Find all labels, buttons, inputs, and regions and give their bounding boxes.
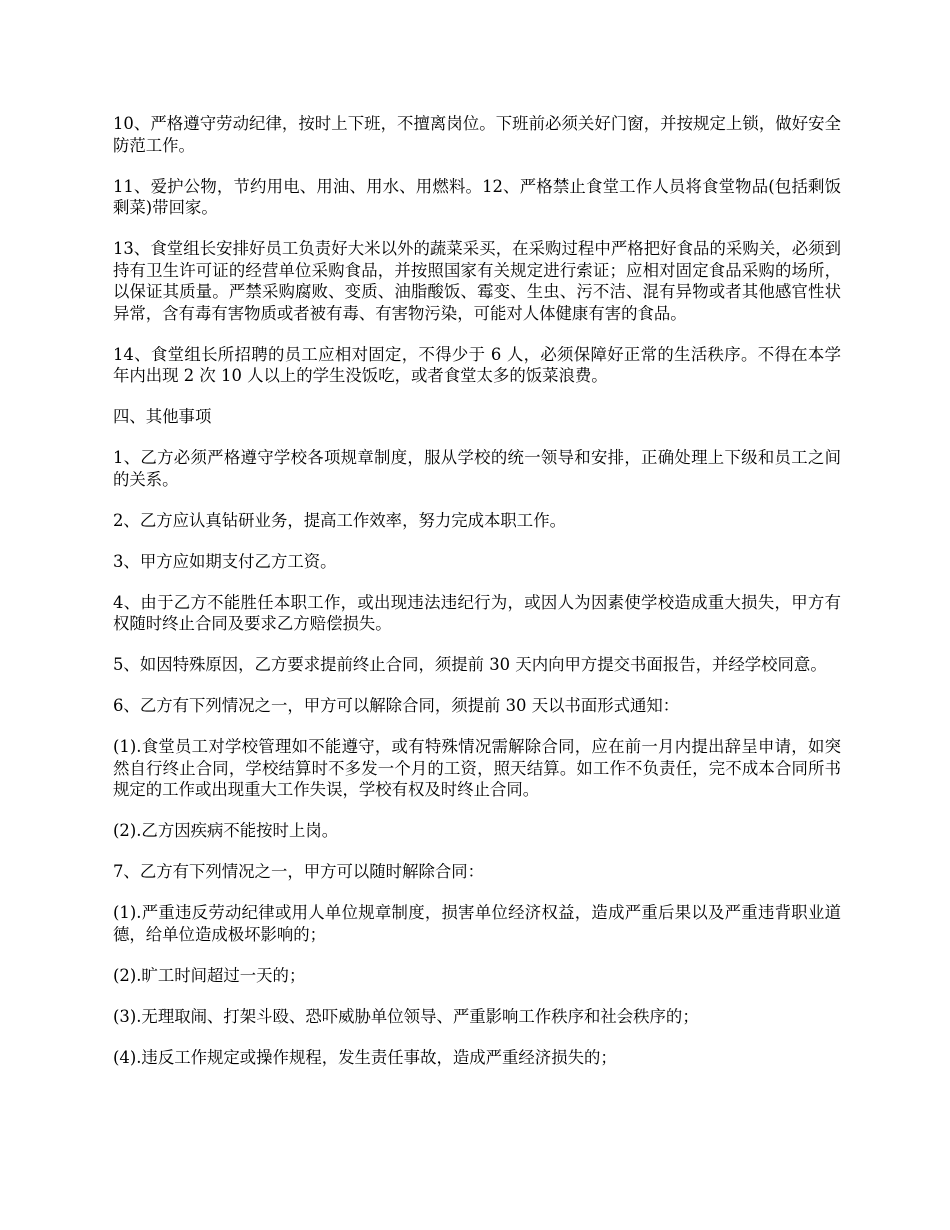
- item-7-sub-4: (4).违反工作规定或操作规程，发生责任事故，造成严重经济损失的；: [113, 1047, 617, 1067]
- item-6-sub-1: (1).食堂员工对学校管理如不能遵守，或有特殊情况需解除合同，应在前一月内提出辞呈申请，如突然自行终止合同，学校结算时不多发一个月的工资，照天结算。如工作不负责任，完不成本合同所书规定的工作或出现重大工作失误，学校有权及时终止合同。: [113, 737, 841, 799]
- item-7-sub-2: (2).旷工时间超过一天的；: [113, 965, 306, 985]
- section-heading-other-matters: 四、其他事项: [113, 407, 212, 426]
- other-item-1: 1、乙方必须严格遵守学校各项规章制度，服从学校的统一领导和安排，正确处理上下级和员工之间的关系。: [113, 448, 841, 489]
- other-item-2: 2、乙方应认真钻研业务，提高工作效率，努力完成本职工作。: [113, 510, 566, 530]
- clause-11-12: 11、爱护公物，节约用电、用油、用水、用燃料。12、严格禁止食堂工作人员将食堂物品(包括剩饭剩菜)带回家。: [113, 176, 841, 217]
- item-7-sub-3: (3).无理取闹、打架斗殴、恐吓威胁单位领导、严重影响工作秩序和社会秩序的；: [113, 1006, 699, 1026]
- document-body: [113, 113, 841, 1088]
- other-item-3: 3、甲方应如期支付乙方工资。: [113, 551, 337, 571]
- item-7-sub-1: (1).严重违反劳动纪律或用人单位规章制度，损害单位经济权益，造成严重后果以及严重违背职业道德，给单位造成极坏影响的；: [113, 903, 841, 944]
- other-item-5: 5、如因特殊原因，乙方要求提前终止合同，须提前 30 天内向甲方提交书面报告，并经学校同意。: [113, 655, 827, 674]
- other-item-6: 6、乙方有下列情况之一，甲方可以解除合同，须提前 30 天以书面形式通知：: [113, 696, 680, 715]
- other-item-7: 7、乙方有下列情况之一，甲方可以随时解除合同：: [113, 862, 485, 881]
- item-6-sub-2: (2).乙方因疾病不能按时上岗。: [113, 821, 339, 840]
- clause-14: 14、食堂组长所招聘的员工应相对固定，不得少于 6 人，必须保障好正常的生活秩序。不得在本学年内出现 2 次 10 人以上的学生没饭吃，或者食堂太多的饭菜浪费。: [113, 344, 841, 385]
- clause-10: 10、严格遵守劳动纪律，按时上下班，不擅离岗位。下班前必须关好门窗，并按规定上锁，做好安全防范工作。: [113, 114, 841, 155]
- clause-13: 13、食堂组长安排好员工负责好大米以外的蔬菜采买，在采购过程中严格把好食品的采购关，必须到持有卫生许可证的经营单位采购食品，并按照国家有关规定进行索证；应相对固定食品采购的场所，以保证其质量。严禁采购腐败、变质、油脂酸饭、霉变、生虫、污不洁、混有异物或者其他感官性状异常，含有毒有害物质或者被有毒、有害物污染，可能对人体健康有害的食品。: [113, 239, 841, 323]
- other-item-4: 4、由于乙方不能胜任本职工作，或出现违法违纪行为，或因人为因素使学校造成重大损失，甲方有权随时终止合同及要求乙方赔偿损失。: [113, 592, 841, 633]
